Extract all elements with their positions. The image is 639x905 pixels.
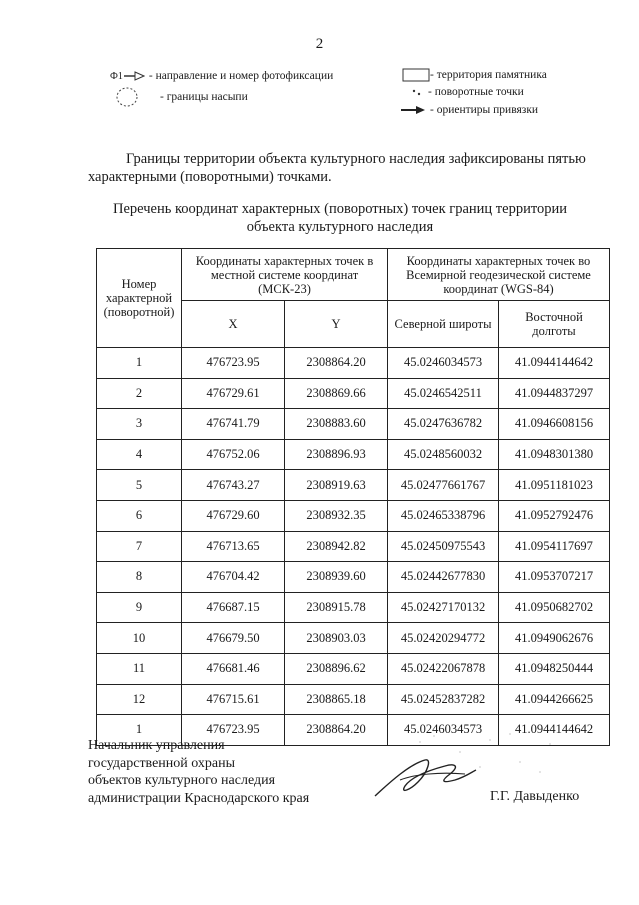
table-row: [97, 409, 610, 440]
cell-point-number: 11: [97, 653, 182, 684]
cell-north-latitude: 45.02477661767: [388, 470, 499, 501]
caption-line-1: Перечень координат характерных (поворотных) точек границ территории: [112, 201, 568, 217]
cell-point-number: 4: [97, 439, 182, 470]
table-row: [97, 531, 610, 562]
header-local-coordinates: Координаты характерных точек в местной системе координат (МСК-23): [182, 249, 388, 301]
cell-y: 2308942.82: [285, 531, 388, 562]
cell-east-longitude: 41.0948301380: [499, 439, 610, 470]
cell-x: 476723.95: [182, 348, 285, 379]
cell-point-number: 6: [97, 500, 182, 531]
cell-point-number: 7: [97, 531, 182, 562]
photo-icon-label: Ф1: [110, 70, 123, 82]
landmark-arrow-icon: [400, 105, 426, 115]
cell-x: 476752.06: [182, 439, 285, 470]
cell-x: 476729.60: [182, 500, 285, 531]
legend-mound-boundary: - границы насыпи: [114, 86, 248, 108]
cell-y: 2308919.63: [285, 470, 388, 501]
table-row: [97, 348, 610, 379]
cell-y: 2308869.66: [285, 378, 388, 409]
cell-north-latitude: 45.02420294772: [388, 623, 499, 654]
cell-x: 476741.79: [182, 409, 285, 440]
signer-title-line-3: объектов культурного наследия: [88, 773, 276, 788]
signer-title-line-4: администрации Краснодарского края: [88, 790, 310, 806]
cell-point-number: 12: [97, 684, 182, 715]
cell-north-latitude: 45.0246542511: [388, 378, 499, 409]
cell-x: 476715.61: [182, 684, 285, 715]
table-row: [97, 470, 610, 501]
caption-line-2: объекта культурного наследия: [246, 219, 434, 235]
cell-point-number: 5: [97, 470, 182, 501]
cell-x: 476743.27: [182, 470, 285, 501]
cell-x: 476687.15: [182, 592, 285, 623]
table-row: [97, 439, 610, 470]
header-east-longitude: Восточной долготы: [499, 301, 610, 348]
coordinates-table: [96, 248, 610, 746]
cell-north-latitude: 45.02422067878: [388, 653, 499, 684]
cell-north-latitude: 45.02465338796: [388, 500, 499, 531]
table-row: [97, 592, 610, 623]
cell-y: 2308864.20: [285, 715, 388, 746]
cell-east-longitude: 41.0948250444: [499, 653, 610, 684]
legend-turning-points: - поворотные точки: [410, 86, 524, 98]
cell-point-number: 8: [97, 562, 182, 593]
signer-title-line-1: Начальник управления: [88, 738, 225, 753]
page-number: 2: [315, 36, 324, 52]
cell-y: 2308864.20: [285, 348, 388, 379]
cell-y: 2308915.78: [285, 592, 388, 623]
signer-block: [88, 737, 309, 807]
cell-north-latitude: 45.02442677830: [388, 562, 499, 593]
cell-x: 476681.46: [182, 653, 285, 684]
cell-east-longitude: 41.0944266625: [499, 684, 610, 715]
cell-y: 2308932.35: [285, 500, 388, 531]
header-north-latitude: Северной широты: [388, 301, 499, 348]
cell-north-latitude: 45.02452837282: [388, 684, 499, 715]
cell-point-number: 1: [97, 348, 182, 379]
cell-east-longitude: 41.0944837297: [499, 378, 610, 409]
header-point-number: Номер характерной (поворотной): [97, 249, 182, 348]
dashed-circle-icon: [114, 86, 140, 108]
cell-north-latitude: 45.0248560032: [388, 439, 499, 470]
table-row: [97, 623, 610, 654]
table-row: [97, 562, 610, 593]
cell-y: 2308896.62: [285, 653, 388, 684]
cell-point-number: 2: [97, 378, 182, 409]
cell-y: 2308896.93: [285, 439, 388, 470]
cell-east-longitude: 41.0944144642: [499, 348, 610, 379]
cell-y: 2308903.03: [285, 623, 388, 654]
legend-monument-territory: - территория памятника: [402, 68, 547, 82]
cell-point-number: 3: [97, 409, 182, 440]
cell-east-longitude: 41.0953707217: [499, 562, 610, 593]
cell-x: 476723.95: [182, 715, 285, 746]
table-row: [97, 378, 610, 409]
cell-x: 476704.42: [182, 562, 285, 593]
table-body: [97, 348, 610, 746]
intro-paragraph: Границы территории объекта культурного наследия зафиксированы пятью характерными (поворотными) точками.: [88, 151, 586, 185]
cell-north-latitude: 45.0246034573: [388, 715, 499, 746]
cell-x: 476679.50: [182, 623, 285, 654]
cell-east-longitude: 41.0950682702: [499, 592, 610, 623]
cell-east-longitude: 41.0954117697: [499, 531, 610, 562]
table-caption: [90, 200, 590, 236]
cell-y: 2308865.18: [285, 684, 388, 715]
turning-point-icon: [410, 87, 424, 97]
cell-point-number: 1: [97, 715, 182, 746]
cell-point-number: 10: [97, 623, 182, 654]
cell-north-latitude: 45.02450975543: [388, 531, 499, 562]
signer-title-line-2: государственной охраны: [88, 755, 236, 771]
cell-east-longitude: 41.0952792476: [499, 500, 610, 531]
signer-name: Г.Г. Давыденко: [490, 789, 580, 804]
cell-north-latitude: 45.02427170132: [388, 592, 499, 623]
cell-x: 476713.65: [182, 531, 285, 562]
table-row: [97, 684, 610, 715]
header-y: Y: [285, 301, 388, 348]
cell-east-longitude: 41.0946608156: [499, 409, 610, 440]
legend-reference-landmarks: - ориентиры привязки: [400, 104, 538, 116]
header-wgs-coordinates: Координаты характерных точек во Всемирной геодезической системе координат (WGS-84): [388, 249, 610, 301]
cell-east-longitude: 41.0951181023: [499, 470, 610, 501]
legend-photo-direction: Ф1 - направление и номер фотофиксации: [110, 70, 334, 82]
cell-north-latitude: 45.0246034573: [388, 348, 499, 379]
cell-north-latitude: 45.0247636782: [388, 409, 499, 440]
signature-image: [370, 752, 480, 802]
cell-east-longitude: 41.0949062676: [499, 623, 610, 654]
cell-point-number: 9: [97, 592, 182, 623]
cell-y: 2308939.60: [285, 562, 388, 593]
table-row: [97, 500, 610, 531]
header-x: X: [182, 301, 285, 348]
cell-y: 2308883.60: [285, 409, 388, 440]
photo-direction-arrow-icon: [123, 71, 145, 81]
table-row: [97, 653, 610, 684]
cell-x: 476729.61: [182, 378, 285, 409]
territory-rect-icon: [402, 68, 430, 82]
cell-east-longitude: 41.0944144642: [499, 715, 610, 746]
